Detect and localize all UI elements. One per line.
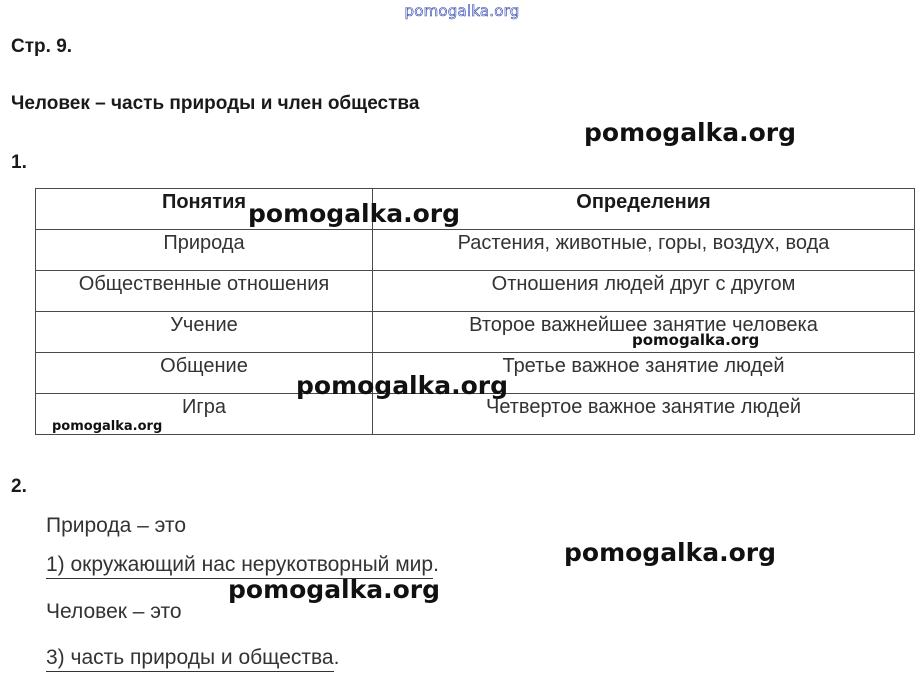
- answer-human: [46, 646, 339, 670]
- column-header-definitions: Определения: [373, 189, 915, 230]
- definition-cell: Отношения людей друг с другом: [373, 271, 915, 312]
- table-row: [36, 312, 915, 353]
- definition-cell: Четвертое важное занятие людей: [373, 394, 915, 435]
- concept-cell: Общественные отношения: [36, 271, 373, 312]
- watermark-1: pomogalka.org: [584, 118, 797, 147]
- answer-nature: [46, 553, 439, 577]
- answer-human-period: .: [333, 646, 340, 669]
- section-title: Человек – часть природы и член общества: [11, 93, 420, 114]
- watermark-header: pomogalka.org: [404, 2, 520, 20]
- table-row: [36, 271, 915, 312]
- watermark-3: pomogalka.org: [632, 331, 760, 349]
- watermark-2: pomogalka.org: [248, 199, 461, 228]
- watermark-6: pomogalka.org: [564, 538, 777, 567]
- watermark-4: pomogalka.org: [296, 371, 509, 400]
- answer-human-text: 3) часть природы и общества: [46, 646, 334, 672]
- concept-cell: Общение: [36, 353, 373, 394]
- column-header-concepts: Понятия: [36, 189, 373, 230]
- concept-cell: Игра: [36, 394, 373, 435]
- task-1-number: 1.: [11, 152, 27, 173]
- page-number: Стр. 9.: [11, 36, 73, 57]
- concept-cell: Природа: [36, 230, 373, 271]
- table-row: [36, 230, 915, 271]
- watermark-5: pomogalka.org: [52, 419, 163, 434]
- question-nature: Природа – это: [46, 514, 186, 537]
- concept-cell: Учение: [36, 312, 373, 353]
- watermark-7: pomogalka.org: [228, 575, 441, 604]
- definition-cell: Третье важное занятие людей: [373, 353, 915, 394]
- answer-nature-period: .: [433, 553, 439, 576]
- definition-cell: Растения, животные, горы, воздух, вода: [373, 230, 915, 271]
- question-human: Человек – это: [46, 600, 182, 623]
- task-2-number: 2.: [11, 476, 27, 497]
- answer-nature-text: 1) окружающий нас нерукотворный мир: [46, 553, 433, 579]
- definition-cell: Второе важнейшее занятие человека: [373, 312, 915, 353]
- table-header-row: [36, 189, 915, 230]
